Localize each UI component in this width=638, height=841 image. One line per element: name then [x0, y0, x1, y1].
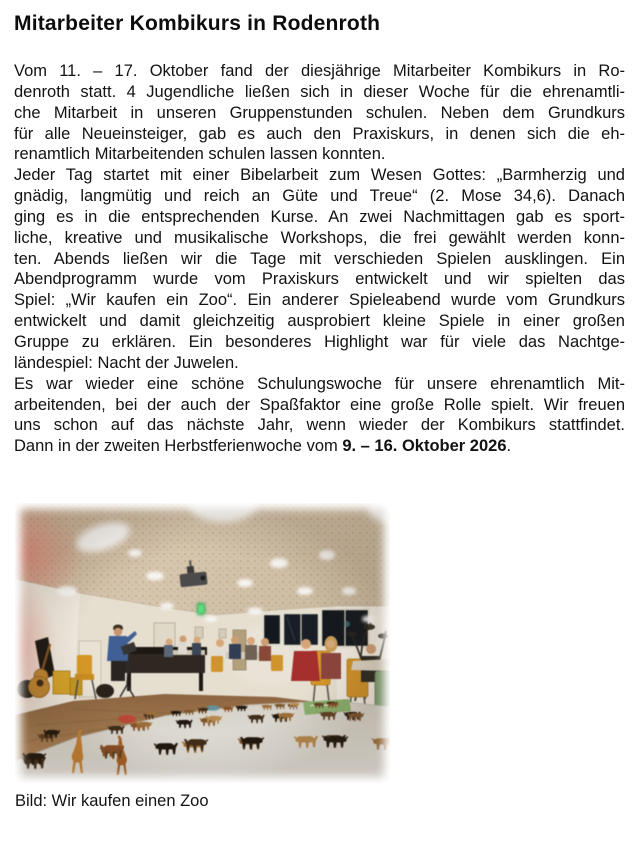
text-line: uns schon auf das nächste Jahr, wenn wieder der Kombikurs stattfindet.	[14, 416, 625, 435]
paragraph	[14, 61, 625, 165]
venue-photo-illustration	[15, 503, 390, 783]
text-line: denroth statt. 4 Jugendliche ließen sich in dieser Woche für die ehrenamtli-	[14, 82, 625, 101]
text-line: ging es in die entsprechenden Kurse. An zwei Nachmittagen gab es sport-	[14, 207, 625, 226]
page-title: Mitarbeiter Kombikurs in Rodenroth	[14, 12, 381, 35]
photo-scene	[15, 503, 390, 783]
text-line: renamtlich Mitarbeitenden schulen lassen konnten.	[14, 145, 386, 164]
article-photo	[15, 503, 390, 783]
paragraph	[14, 165, 625, 373]
highlighted-date: 9. – 16. Oktober 2026	[342, 437, 507, 456]
text-line: Spiel: „Wir kaufen ein Zoo“. Ein anderer Spieleabend wurde vom Grundkurs	[14, 291, 625, 310]
article-body	[14, 61, 625, 457]
paragraph	[14, 374, 625, 457]
text-line: Es war wieder eine schöne Schulungswoche für unsere ehrenamtlich Mit-	[14, 374, 625, 393]
text-line: Gruppe zu erklären. Ein besonderes Highlight war für viele das Nachtge-	[14, 332, 625, 351]
photo-caption: Bild: Wir kaufen einen Zoo	[15, 792, 209, 810]
text-line: gnädig, langmütig und reich an Güte und Treue“ (2. Mose 34,6). Danach	[14, 187, 625, 206]
text-line: Jeder Tag startet mit einer Bibelarbeit zum Wesen Gottes: „Barmherzig und	[14, 166, 625, 185]
vignette-overlay	[15, 503, 390, 783]
text-line: arbeitenden, bei der auch der Spaßfaktor eine große Rolle spielt. Wir freuen	[14, 395, 625, 414]
text-line: Vom 11. – 17. Oktober fand der diesjährige Mitarbeiter Kombikurs in Ro-	[14, 62, 625, 80]
text-line: ländespiel: Nacht der Juwelen.	[14, 353, 239, 372]
text-line: Abendprogramm wurde vom Praxiskurs entwickelt und wir spielten das	[14, 270, 625, 289]
text-line: liche, kreative und musikalische Workshops, die frei gewählt werden konn-	[14, 228, 625, 247]
text-line: ten. Abends ließen wir die Tage mit verschieden Spielen ausklingen. Ein	[14, 249, 625, 268]
text-line: für alle Neueinsteiger, gab es auch den Praxiskurs, in denen sich die eh-	[14, 124, 625, 143]
text-line: Dann in der zweiten Herbstferienwoche vom 9. – 16. Oktober 2026.	[14, 437, 512, 456]
text-line: entwickelt und damit gleichzeitig ausprobiert kleine Spiele in einer großen	[14, 312, 625, 331]
text-line: che Mitarbeit in unseren Gruppenstunden schulen. Neben dem Grundkurs	[14, 103, 625, 122]
